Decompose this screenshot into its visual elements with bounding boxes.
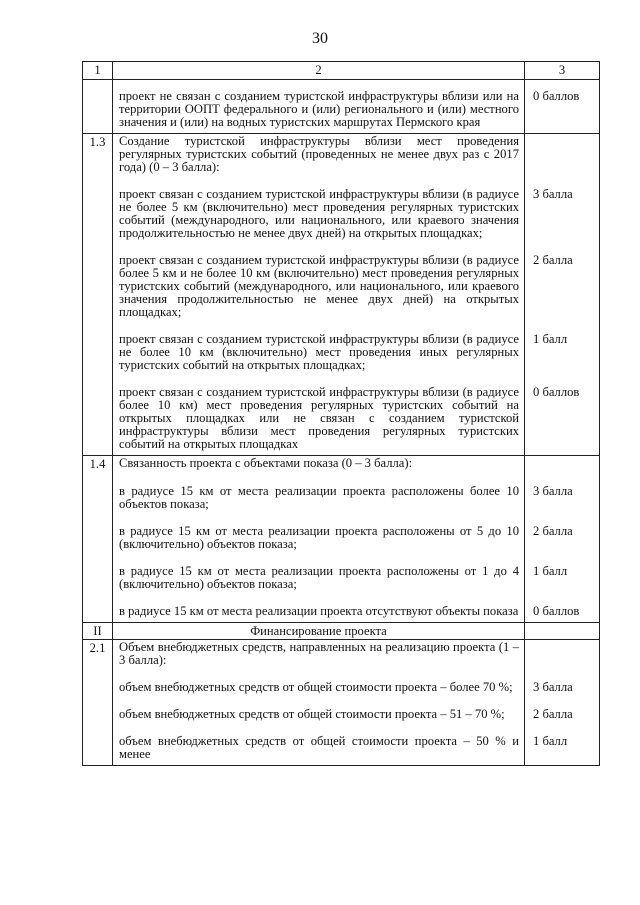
score-value: 0 баллов: [525, 591, 600, 623]
criterion-title: Создание туристской инфраструктуры вблизи мест проведения регулярных туристских событий (проведенных не менее двух раз с 2017 года) (0 – 3 балла):: [113, 134, 525, 175]
criterion-title: Объем внебюджетных средств, направленных на реализацию проекта (1 – 3 балла):: [113, 640, 525, 668]
table-row: [83, 80, 600, 134]
table-row: [83, 134, 600, 175]
section-title: Финансирование проекта: [113, 623, 525, 640]
table-row: [83, 240, 600, 319]
score-value: 0 баллов: [525, 372, 600, 456]
table-row: [83, 694, 600, 721]
score-value: 0 баллов: [525, 80, 600, 134]
criterion-text: объем внебюджетных средств от общей стоимости проекта – 50 % и менее: [113, 721, 525, 766]
row-number: 1.4: [83, 456, 113, 472]
table-row: [83, 319, 600, 372]
criterion-text: проект связан с созданием туристской инфраструктуры вблизи (в радиусе не более 10 км (включительно) мест проведения иных регулярных туристских событий на открытых площадках;: [113, 319, 525, 372]
score-value: 1 балл: [525, 721, 600, 766]
criterion-title: Связанность проекта с объектами показа (0 – 3 балла):: [113, 456, 525, 472]
criterion-text: в радиусе 15 км от места реализации проекта отсутствуют объекты показа: [113, 591, 525, 623]
criterion-text: проект не связан с созданием туристской инфраструктуры вблизи или на территории ООПТ федерального и (или) регионального и (или) местного значения и (или) на водных туристских маршрутах Пермского края: [113, 80, 525, 134]
header-col-2: 2: [113, 62, 525, 80]
score-value: 3 балла: [525, 667, 600, 694]
score-value: 1 балл: [525, 551, 600, 591]
score-value: 1 балл: [525, 319, 600, 372]
criterion-text: в радиусе 15 км от места реализации проекта расположены более 10 объектов показа;: [113, 471, 525, 511]
criterion-text: проект связан с созданием туристской инфраструктуры вблизи (в радиусе более 10 км) мест проведения регулярных туристских событий на открытых площадках или не связан с созданием туристской инфраструктуры вблизи мест проведения регулярных туристских событий на открытых площадках: [113, 372, 525, 456]
table-row: [83, 551, 600, 591]
table-row: [83, 591, 600, 623]
criterion-text: проект связан с созданием туристской инфраструктуры вблизи (в радиусе не более 5 км (включительно) мест проведения регулярных туристских событий (международного, или национального, или краевого значения продолжительностью не менее двух дней) на открытых площадках;: [113, 174, 525, 240]
table-row: [83, 721, 600, 766]
table-row: [83, 667, 600, 694]
score-value: 2 балла: [525, 511, 600, 551]
section-header-row: [83, 623, 600, 640]
criterion-text: проект связан с созданием туристской инфраструктуры вблизи (в радиусе более 5 км и не более 10 км (включительно) мест проведения регулярных туристских событий (международного, или национального, или краевого значения продолжительностью не менее двух дней) на открытых площадках;: [113, 240, 525, 319]
criteria-table: [82, 61, 600, 766]
score-value: 3 балла: [525, 471, 600, 511]
table-row: [83, 511, 600, 551]
section-number: II: [83, 623, 113, 640]
header-col-1: 1: [83, 62, 113, 80]
criterion-text: в радиусе 15 км от места реализации проекта расположены от 1 до 4 (включительно) объектов показа;: [113, 551, 525, 591]
score-value: [525, 640, 600, 668]
table-row: [83, 372, 600, 456]
table-row: [83, 471, 600, 511]
table-row: [83, 456, 600, 472]
table-row: [83, 174, 600, 240]
score-value: 3 балла: [525, 174, 600, 240]
row-number: 2.1: [83, 640, 113, 668]
score-value: [525, 456, 600, 472]
score-value: 2 балла: [525, 694, 600, 721]
row-number: 1.3: [83, 134, 113, 175]
table-header-row: [83, 62, 600, 80]
table-row: [83, 640, 600, 668]
score-value: [525, 134, 600, 175]
row-number: [83, 80, 113, 134]
criterion-text: объем внебюджетных средств от общей стоимости проекта – более 70 %;: [113, 667, 525, 694]
score-value: 2 балла: [525, 240, 600, 319]
page-number: 30: [312, 30, 328, 47]
header-col-3: 3: [525, 62, 600, 80]
criterion-text: в радиусе 15 км от места реализации проекта расположены от 5 до 10 (включительно) объектов показа;: [113, 511, 525, 551]
criterion-text: объем внебюджетных средств от общей стоимости проекта – 51 – 70 %;: [113, 694, 525, 721]
